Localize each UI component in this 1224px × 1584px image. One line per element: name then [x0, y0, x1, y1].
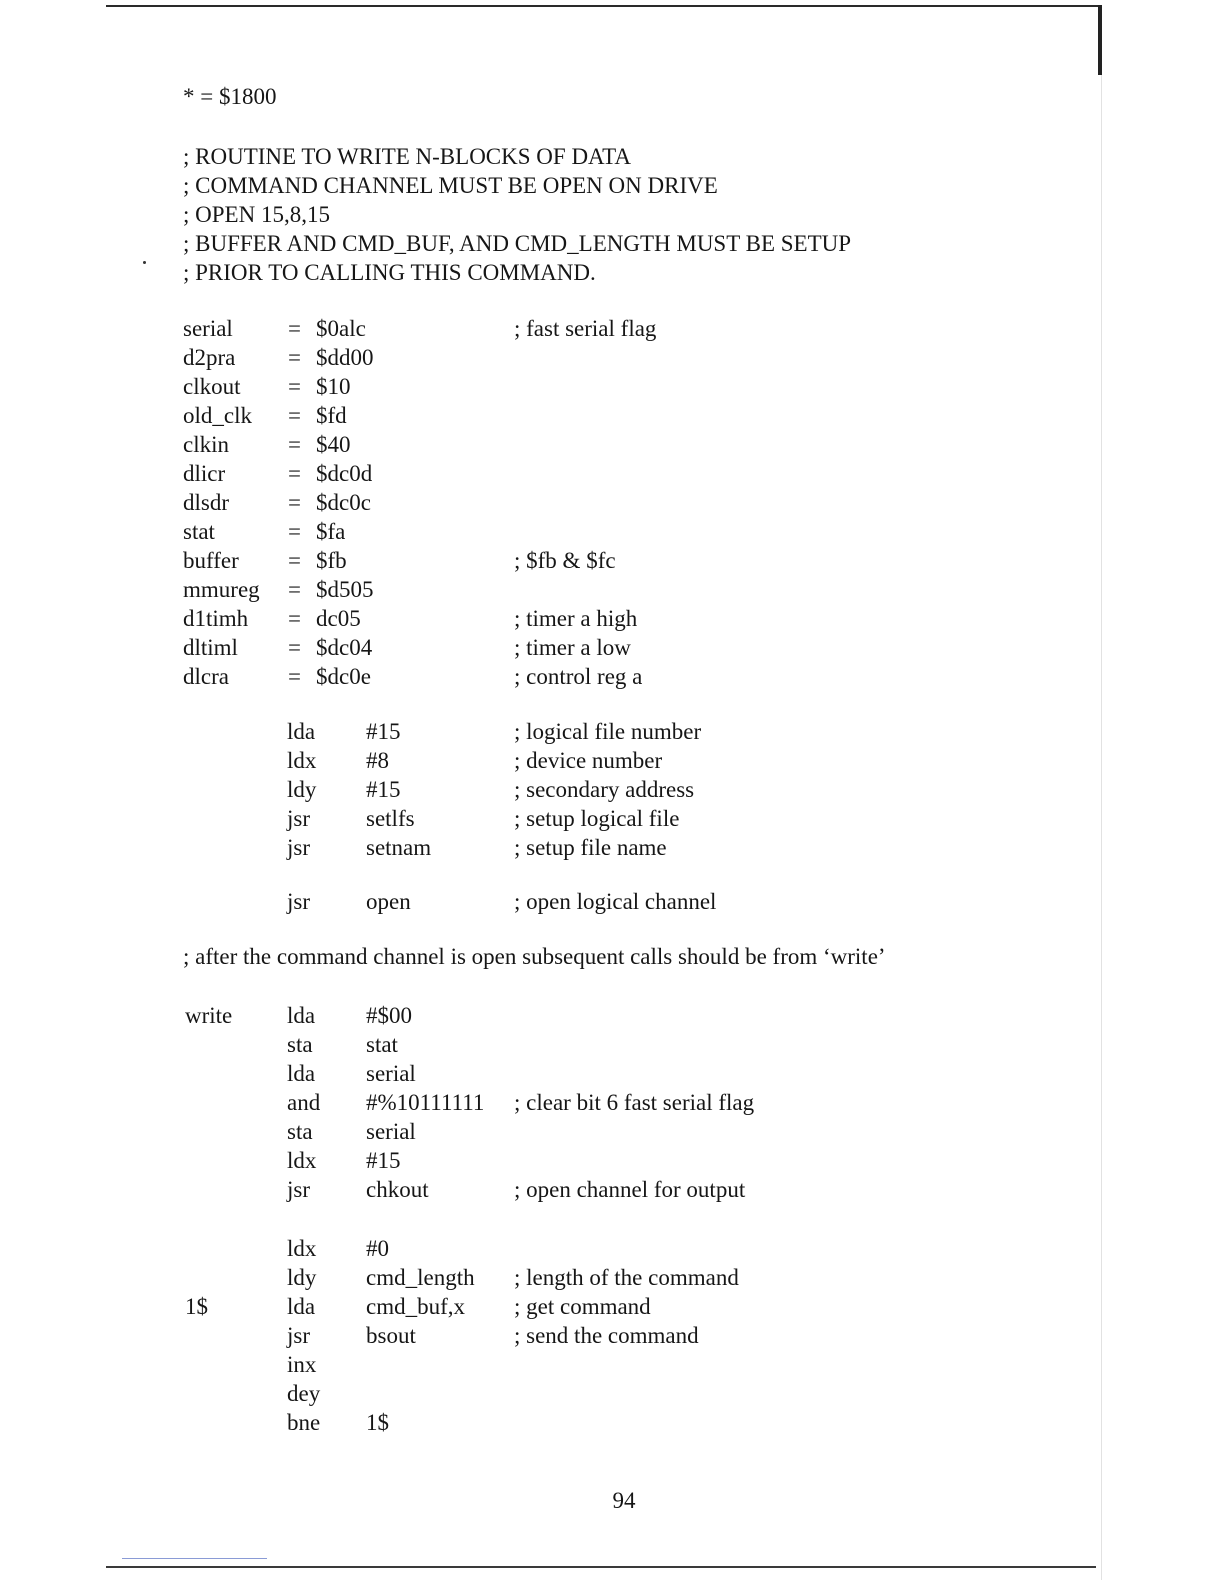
header-comment-line: ; ROUTINE TO WRITE N-BLOCKS OF DATA — [183, 144, 631, 169]
operand: serial — [366, 1119, 416, 1144]
code-comment: ; get command — [514, 1294, 651, 1319]
opcode: ldx — [287, 1236, 317, 1261]
code-comment: ; $fb & $fc — [514, 548, 616, 573]
symbol-name: d2pra — [183, 345, 236, 370]
symbol-name: mmureg — [183, 577, 260, 602]
symbol-value: $dc04 — [316, 635, 373, 660]
header-comment-line: ; PRIOR TO CALLING THIS COMMAND. — [183, 260, 596, 285]
margin-speck — [143, 261, 146, 264]
code-comment: ; setup logical file — [514, 806, 680, 831]
operand: setlfs — [366, 806, 415, 831]
code-comment: ; open logical channel — [514, 889, 717, 914]
symbol-name: stat — [183, 519, 215, 544]
opcode: lda — [287, 1061, 316, 1086]
operand: 1$ — [366, 1410, 389, 1435]
operand: setnam — [366, 835, 432, 860]
opcode: and — [287, 1090, 321, 1115]
opcode: jsr — [287, 889, 310, 914]
symbol-name: serial — [183, 316, 233, 341]
operand: stat — [366, 1032, 398, 1057]
opcode: jsr — [287, 1177, 310, 1202]
equals-sign: = — [288, 403, 301, 428]
equals-sign: = — [288, 664, 301, 689]
symbol-value: $dd00 — [316, 345, 374, 370]
opcode: ldy — [287, 777, 317, 802]
header-comment-line: ; COMMAND CHANNEL MUST BE OPEN ON DRIVE — [183, 173, 718, 198]
top-border — [106, 5, 1102, 7]
opcode: sta — [287, 1032, 313, 1057]
operand: #$00 — [366, 1003, 412, 1028]
code-comment: ; secondary address — [514, 777, 695, 802]
opcode: lda — [287, 1294, 316, 1319]
operand: bsout — [366, 1323, 416, 1348]
right-edge-line — [1101, 75, 1102, 1580]
symbol-value: $0alc — [316, 316, 366, 341]
opcode: jsr — [287, 1323, 310, 1348]
symbol-value: $fd — [316, 403, 347, 428]
opcode: ldy — [287, 1265, 317, 1290]
opcode: sta — [287, 1119, 313, 1144]
equals-sign: = — [288, 577, 301, 602]
right-border — [1098, 5, 1102, 75]
equals-sign: = — [288, 316, 301, 341]
opcode: jsr — [287, 806, 310, 831]
operand: #8 — [366, 748, 389, 773]
equals-sign: = — [288, 519, 301, 544]
operand: #%10111111 — [366, 1090, 485, 1115]
equals-sign: = — [288, 490, 301, 515]
usage-note: ; after the command channel is open subsequent calls should be from ‘write’ — [183, 944, 886, 969]
operand: cmd_buf,x — [366, 1294, 466, 1319]
symbol-value: $fa — [316, 519, 346, 544]
opcode: jsr — [287, 835, 310, 860]
header-comments — [183, 142, 851, 287]
code-comment: ; timer a low — [514, 635, 631, 660]
origin-directive: * = $1800 — [183, 84, 277, 109]
symbol-value: $dc0d — [316, 461, 373, 486]
code-label: 1$ — [185, 1294, 208, 1319]
symbol-value: $10 — [316, 374, 351, 399]
equals-sign: = — [288, 432, 301, 457]
symbol-name: d1timh — [183, 606, 249, 631]
symbol-value: $40 — [316, 432, 351, 457]
symbol-value: $dc0e — [316, 664, 371, 689]
opcode: dey — [287, 1381, 321, 1406]
operand: cmd_length — [366, 1265, 475, 1290]
opcode: ldx — [287, 1148, 317, 1173]
equals-sign: = — [288, 606, 301, 631]
operand: chkout — [366, 1177, 429, 1202]
code-comment: ; device number — [514, 748, 663, 773]
equals-sign: = — [288, 461, 301, 486]
bottom-blue-mark — [122, 1558, 267, 1559]
page-number: 94 — [612, 1488, 636, 1513]
code-comment: ; length of the command — [514, 1265, 739, 1290]
equals-sign: = — [288, 374, 301, 399]
opcode: bne — [287, 1410, 321, 1435]
operand: #15 — [366, 777, 401, 802]
symbol-name: clkout — [183, 374, 241, 399]
opcode: lda — [287, 719, 316, 744]
opcode: ldx — [287, 748, 317, 773]
symbol-value: dc05 — [316, 606, 361, 631]
operand: open — [366, 889, 411, 914]
equals-sign: = — [288, 548, 301, 573]
symbol-value: $dc0c — [316, 490, 371, 515]
symbol-name: clkin — [183, 432, 229, 457]
code-comment: ; clear bit 6 fast serial flag — [514, 1090, 755, 1115]
symbol-name: dlcra — [183, 664, 229, 689]
header-comment-line: ; OPEN 15,8,15 — [183, 202, 330, 227]
code-comment: ; timer a high — [514, 606, 638, 631]
bottom-border — [106, 1566, 1096, 1568]
symbol-value: $fb — [316, 548, 347, 573]
symbol-name: buffer — [183, 548, 239, 573]
symbol-name: old_clk — [183, 403, 252, 428]
operand: serial — [366, 1061, 416, 1086]
symbol-name: dltiml — [183, 635, 238, 660]
operand: #15 — [366, 719, 401, 744]
code-comment: ; fast serial flag — [514, 316, 657, 341]
opcode: inx — [287, 1352, 317, 1377]
opcode: lda — [287, 1003, 316, 1028]
operand: #15 — [366, 1148, 401, 1173]
equals-sign: = — [288, 345, 301, 370]
symbol-name: dlsdr — [183, 490, 229, 515]
code-comment: ; setup file name — [514, 835, 667, 860]
equals-sign: = — [288, 635, 301, 660]
symbol-name: dlicr — [183, 461, 226, 486]
code-comment: ; open channel for output — [514, 1177, 746, 1202]
header-comment-line: ; BUFFER AND CMD_BUF, AND CMD_LENGTH MUST BE SETUP — [183, 231, 852, 256]
code-comment: ; control reg a — [514, 664, 643, 689]
operand: #0 — [366, 1236, 389, 1261]
code-comment: ; logical file number — [514, 719, 702, 744]
code-comment: ; send the command — [514, 1323, 699, 1348]
symbol-value: $d505 — [316, 577, 374, 602]
code-label: write — [185, 1003, 233, 1028]
